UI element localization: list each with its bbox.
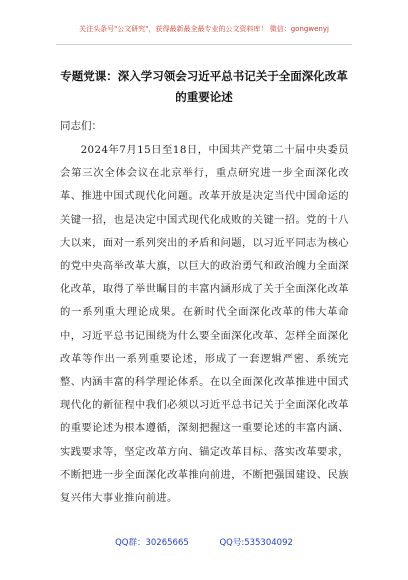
header-divider [56, 44, 352, 45]
footer-contact [0, 536, 408, 548]
document-title: 专题党课：深入学习领会习近平总书记关于全面深化改革的重要论述 [60, 69, 348, 104]
footer-qq-number: QQ号:535304092 [219, 538, 293, 548]
body-paragraph: 2024年7月15日至18日，中国共产党第二十届中央委员会第三次全体会议在北京举行，重点研究进一步全面深化改革、推进中国式现代化问题。改革开放是决定当代中国命运的关键一招，也是决定中国式现代化成败的关键一招。党的十八大以来，面对一系列突出的矛盾和问题，以习近平同志为核心的党中央高举改革大旗，以巨大的政治勇气和政治魄力全面深化改革，取得了举世瞩目的丰富内涵形成了关于全面深化改革的一系列重大理论成果。在新时代全面深化改革的伟大革命中，习近平总书记围绕为什么要全面深化改革、怎样全面深化改革等作出一系列重要论述，形成了一套逻辑严密、系统完整、内涵丰富的科学理论体系。在以全面深化改革推进中国式现代化的新征程中我们必须以习近平总书记关于全面深化改革的重要论述为根本遵循，深刻把握这一重要论述的丰富内涵、实践要求等，坚定改革方向、锚定改革目标、落实改革要求，不断把进一步全面深化改革推向前进，不断把强国建设、民族复兴伟大事业推向前进。 [60, 144, 349, 505]
header-banner: 关注头条号"公文研究"，获得最新最全最专业的公文资料库！ 微信：gongwenyj [79, 25, 329, 33]
salutation: 同志们： [60, 120, 102, 132]
footer-qq-group: QQ群：30265665 [115, 538, 189, 548]
